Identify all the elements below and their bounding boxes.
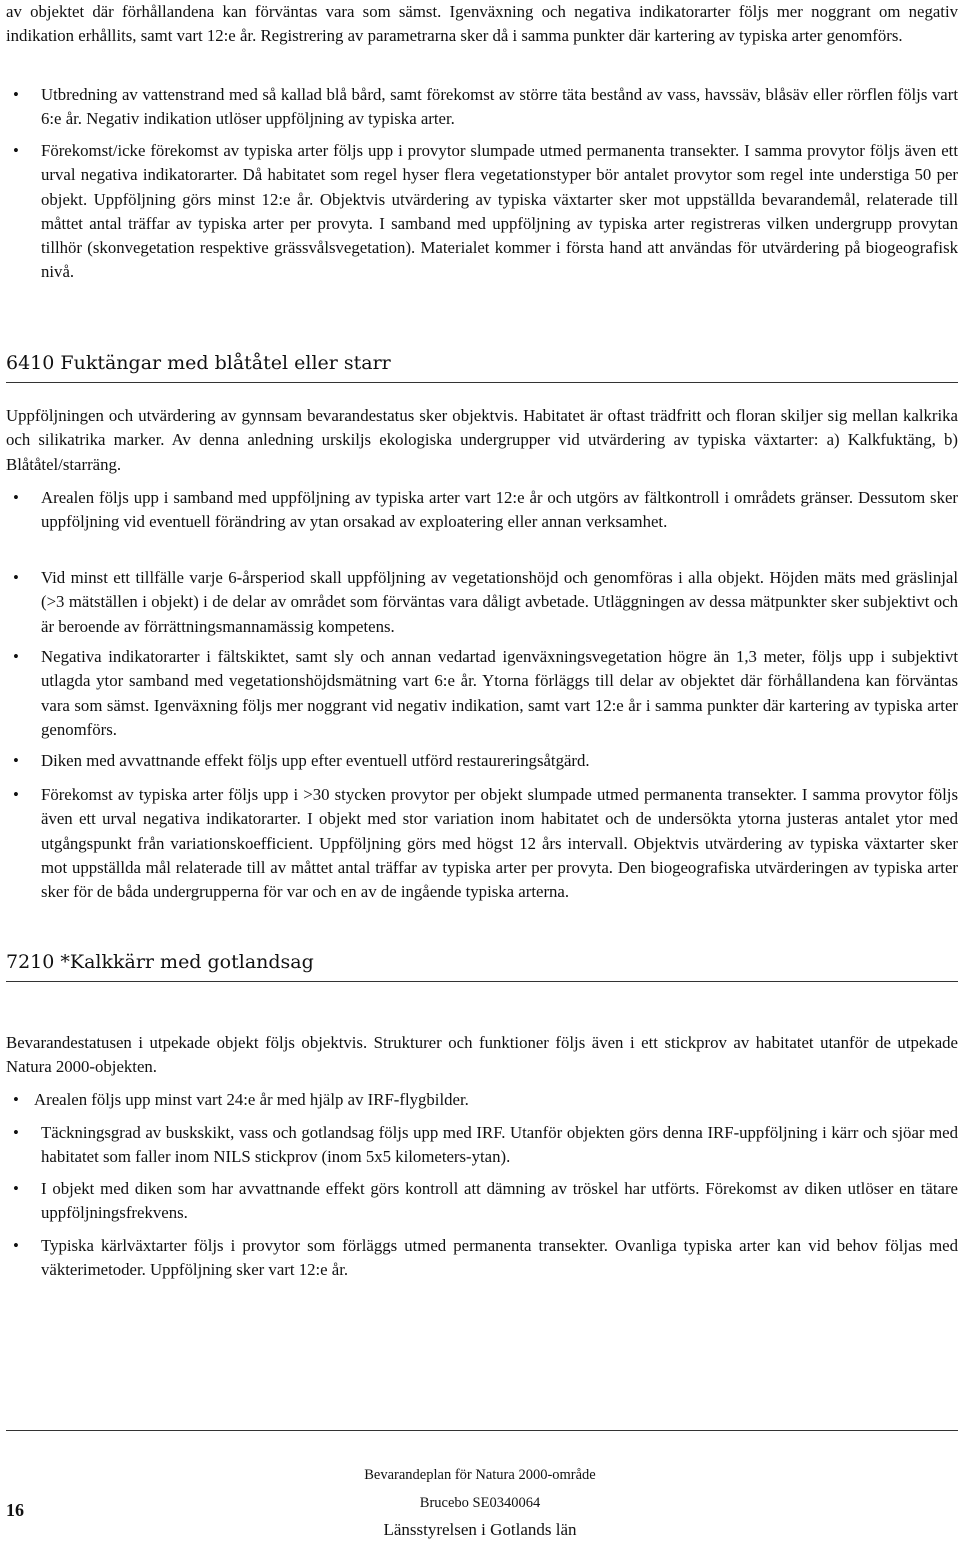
footer-site-id: Brucebo SE0340064 <box>419 1495 541 1511</box>
bullet-item <box>6 1234 958 1283</box>
footer-authority: Länsstyrelsen i Gotlands län <box>383 1520 577 1539</box>
bullet-item <box>6 783 958 904</box>
section-intro: Bevarandestatusen i utpekade objekt följs objektvis. Strukturer och funktioner följs även i ett stickprov av habitatet utanför de utpekade Natura 2000-objekten. <box>6 1033 958 1077</box>
bullet-text: Typiska kärlväxtarter följs i provytor som förläggs utmed permanenta transekter. Ovanliga typiska arter kan vid behov följas med väkterimetoder. Uppföljning sker vart 12:e år. <box>41 1236 958 1280</box>
section-heading: 7210 *Kalkkärr med gotlandsag <box>6 949 958 982</box>
bullet-text: Arealen följs upp i samband med uppföljning av typiska arter vart 12:e år och utgörs av fältkontroll i områdets gränser. Dessutom sker uppföljning vid eventuell förändring av ytan orsakad av exploatering eller annan verksamhet. <box>41 488 958 532</box>
bullet-text: I objekt med diken som har avvattnande effekt görs kontroll att dämning av tröskel har utförts. Förekomst av diken utlöser en tätare uppföljningsfrekvens. <box>41 1179 958 1223</box>
bullet-dot-icon: • <box>13 1090 19 1109</box>
bullet-dot-icon: • <box>13 647 19 666</box>
footer-plan-title: Bevarandeplan för Natura 2000-område <box>364 1467 596 1483</box>
section-intro: Uppföljningen och utvärdering av gynnsam bevarandestatus sker objektvis. Habitatet är oftast trädfritt och floran skiljer sig mellan kalkrika och silikatrika marker. Av denna anledning urskiljs ekologiska undergrupper vid utvärdering av typiska växtarter: a) Kalkfuktäng, b) Blåtåtel/starräng. <box>6 406 958 474</box>
page-number: 16 <box>6 1500 24 1520</box>
bullet-item <box>6 566 958 639</box>
bullet-text: Förekomst/icke förekomst av typiska arter följs upp i provytor slumpade utmed permanenta transekter. I samma provytor följs även ett urval negativa indikatorarter. Då habitatet som regel hyser flera vegetationstyper bör antalet provytor som regel inte understiga 50 per objekt. Uppföljning görs minst 12:e år. Objektvis utvärdering av typiska växtarter sker mot uppställda bevarandemål, relaterade till måttet antal träffar av typiska arter per provyta. I samband med uppföljning av typiska arter registreras vilken undergrupp provytan tillhör (skonvegetation respektive grässvålsvegetation). Materialet kommer i första hand att användas för utvärdering på biogeografisk nivå. <box>41 141 958 282</box>
footer-divider <box>6 1430 958 1431</box>
bullet-dot-icon: • <box>13 141 19 160</box>
bullet-item <box>6 645 958 742</box>
bullet-text: Förekomst av typiska arter följs upp i >30 stycken provytor per objekt slumpade utmed permanenta transekter. I samma provytor följs även ett urval negativa indikatorarter. I objekt med stor variation inom habitatet och de undersökta ytorna justeras antalet ytor med utgångspunkt från variationskoefficient. Uppföljning görs med högst 12 års intervall. Objektvis utvärdering av typiska växtarter sker mot uppställda mål relaterade till av måttet antal träffar av typiska arter per provyta. Den biogeografiska utvärderingen av typiska arter sker för de båda undergrupperna för var och en av de ingående typiska arterna. <box>41 785 958 902</box>
bullet-item <box>6 83 958 132</box>
bullet-text: Täckningsgrad av buskskikt, vass och gotlandsag följs upp med IRF. Utanför objekten görs denna IRF-uppföljning i kärr och sjöar med habitatet som faller inom NILS stickprov (inom 5x5 kilometers-ytan). <box>41 1123 958 1167</box>
bullet-dot-icon: • <box>13 488 19 507</box>
bullet-item <box>6 749 958 773</box>
section-heading: 6410 Fuktängar med blåtåtel eller starr <box>6 350 958 383</box>
bullet-item <box>6 1121 958 1170</box>
bullet-dot-icon: • <box>13 568 19 587</box>
bullet-text: Vid minst ett tillfälle varje 6-årsperiod skall uppföljning av vegetationshöjd och genomföras i alla objekt. Höjden mäts med gräslinjal (>3 mätställen i objekt) i de delar av området som förväntas vara dåligt avbetade. Utläggningen av dessa mätpunkter sker subjektivt och är beroende av förrättningsmannamässig kompetens. <box>41 568 958 636</box>
bullet-text: Arealen följs upp minst vart 24:e år med hjälp av IRF-flygbilder. <box>34 1090 469 1109</box>
bullet-item <box>6 486 958 535</box>
bullet-dot-icon: • <box>13 1123 19 1142</box>
bullet-item <box>6 1177 958 1226</box>
bullet-item <box>6 1088 958 1112</box>
bullet-text: Utbredning av vattenstrand med så kallad blå bård, samt förekomst av större täta bestånd av vass, havssäv, blåsäv eller rörflen följs vart 6:e år. Negativ indikation utlöser uppföljning av typiska arter. <box>41 85 958 129</box>
bullet-dot-icon: • <box>13 1179 19 1198</box>
bullet-text: Negativa indikatorarter i fältskiktet, samt sly och annan vedartad igenväxningsvegetation högre än 1,3 meter, följs upp i subjektivt utlagda ytor samband med vegetationshöjdsmätning vart 6:e år. Ytorna förläggs till delar av objektet där förhållandena kan förväntas vara som sämst. Igenväxning följs mer noggrant vid negativ indikation, samt vart 12:e år i samma punkter där kartering av typiska arter genomförs. <box>41 647 958 739</box>
bullet-dot-icon: • <box>13 785 19 804</box>
bullet-item <box>6 139 958 285</box>
top-paragraph: av objektet där förhållandena kan förväntas vara som sämst. Igenväxning och negativa indikatorarter följs mer noggrant om negativ indikation erhållits, samt vart 12:e år. Registrering av parametrarna sker då i samma punkter där kartering av typiska arter genomförs. <box>6 2 958 46</box>
bullet-dot-icon: • <box>13 85 19 104</box>
bullet-text: Diken med avvattnande effekt följs upp efter eventuell utförd restaureringsåtgärd. <box>41 751 590 770</box>
bullet-dot-icon: • <box>13 1236 19 1255</box>
bullet-dot-icon: • <box>13 751 19 770</box>
